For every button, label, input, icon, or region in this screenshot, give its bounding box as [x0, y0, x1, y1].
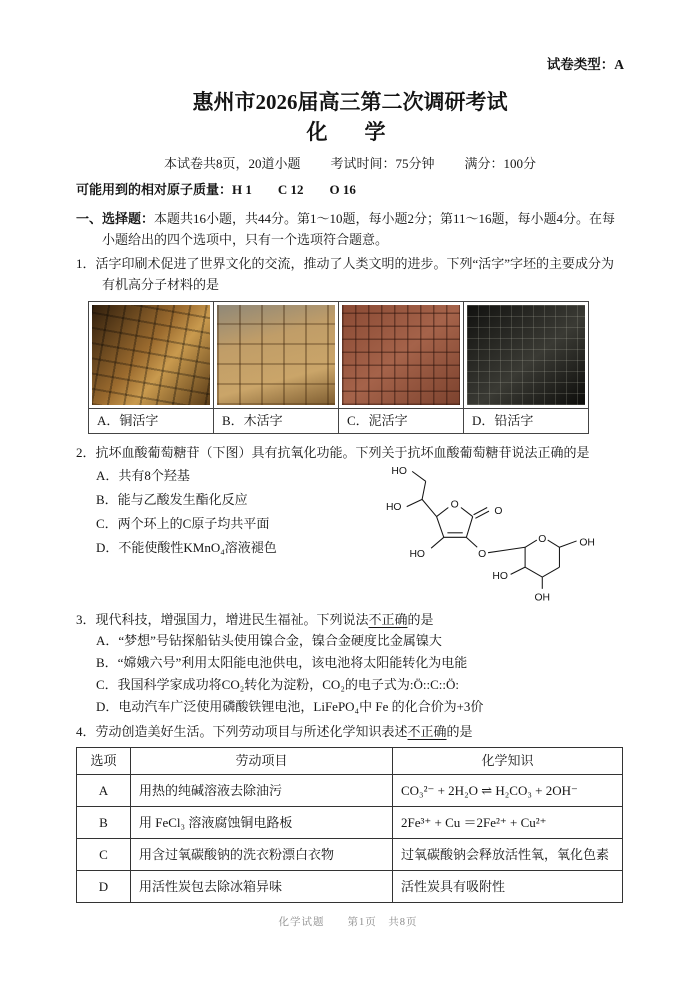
row-d-knowledge: 活性炭具有吸附性: [393, 871, 623, 903]
question-4-stem: [76, 721, 624, 742]
q3-stem-suffix: 的是: [407, 612, 434, 627]
q3-option-b: B．“嫦娥六号”利用太阳能电池供电，该电池将太阳能转化为电能: [96, 655, 468, 670]
structure-ring5-oxygen: O: [450, 499, 459, 511]
question-3-stem: [76, 609, 624, 630]
table-row-a: [77, 775, 623, 807]
subject-title: 化 学: [306, 120, 394, 144]
q3-stem-prefix: 3．现代科技，增强国力，增进民生福祉。下列说法: [76, 612, 369, 627]
image-cell-b: [214, 302, 339, 409]
q4-stem-underlined: 不正确: [407, 724, 447, 739]
question-1-stem: 1．活字印刷术促进了世界文化的交流，推动了人类文明的进步。下列“活字”字坯的主要成分为有机高分子材料的是: [76, 256, 615, 292]
row-a-knowledge: CO₃²⁻ + 2H₂O ⇌ H₂CO₃ + 2OH⁻: [393, 775, 623, 807]
exam-title: 惠州市2026届高三第二次调研考试: [192, 90, 508, 114]
q3-stem-underlined: 不正确: [368, 612, 408, 627]
lead-type-photo: [467, 305, 585, 405]
question-2-stem: 2．抗坏血酸葡萄糖苷（下图）具有抗氧化功能。下列关于抗坏血酸葡萄糖苷说法正确的是: [76, 445, 590, 460]
q1-option-a-label: A．铜活字: [89, 409, 214, 434]
q4-stem-suffix: 的是: [446, 724, 473, 739]
q3-option-c: C．我国科学家成功将CO₂转化为淀粉，CO₂的电子式为:Ö::C::Ö:: [96, 677, 459, 692]
atomic-mass-line: [76, 180, 624, 200]
row-b-option: B: [77, 807, 131, 839]
info-score: 满分：100分: [464, 156, 537, 171]
row-b-project: 用 FeCl₃ 溶液腐蚀铜电路板: [131, 807, 393, 839]
structure-ho-chain-top: HO: [391, 466, 407, 478]
info-time: 考试时间：75分钟: [330, 156, 435, 171]
question-4-knowledge-table: [76, 747, 623, 903]
header-project: 劳动项目: [131, 748, 393, 775]
row-d-project: 用活性炭包去除冰箱异味: [131, 871, 393, 903]
structure-glycosidic-oxygen: O: [478, 549, 487, 561]
label-row: [89, 409, 589, 434]
question-2-options: [76, 464, 372, 560]
paper-type-label: 试卷类型：A: [546, 57, 624, 72]
clay-type-photo: [342, 305, 460, 405]
structure-ring6-oxygen: O: [538, 533, 547, 545]
section-one-text: 本题共16小题，共44分。第1～10题，每小题2分；第11～16题，每小题4分。在每小题给出的四个选项中，只有一个选项符合题意。: [102, 211, 616, 247]
info-pages: 本试卷共8页，20道小题: [163, 156, 301, 171]
q1-option-b-label: B．木活字: [214, 409, 339, 434]
structure-carbonyl-oxygen: O: [494, 505, 503, 517]
row-c-knowledge: 过氧碳酸钠会释放活性氧，氧化色素: [393, 839, 623, 871]
q1-option-d-label: D．铅活字: [464, 409, 589, 434]
structure-ho-enediol: HO: [409, 549, 426, 561]
atomic-mass-values: H 1 C 12 O 16: [232, 182, 356, 197]
q4-stem-prefix: 4．劳动创造美好生活。下列劳动项目与所述化学知识表述: [76, 724, 408, 739]
q3-option-d: D．电动汽车广泛使用磷酸铁锂电池，LiFePO₄中 Fe 的化合价为+3价: [96, 699, 484, 714]
exam-info-line: [76, 154, 624, 174]
q3-option-a: A．“梦想”号钻探船钻头使用镍合金，镍合金硬度比金属镍大: [96, 633, 442, 648]
image-cell-a: [89, 302, 214, 409]
structure-ho-left: HO: [492, 570, 508, 582]
table-row-c: [77, 839, 623, 871]
atomic-mass-label: 可能用到的相对原子质量：: [76, 182, 233, 197]
structure-oh-bottom: OH: [534, 592, 551, 604]
q2-option-b: B．能与乙酸发生酯化反应: [96, 492, 248, 507]
image-row: [89, 302, 589, 409]
structure-oh-right: OH: [579, 537, 595, 549]
copper-type-photo: [92, 305, 210, 405]
row-a-project: 用热的纯碱溶液去除油污: [131, 775, 393, 807]
image-cell-c: [339, 302, 464, 409]
table-row-b: [77, 807, 623, 839]
row-b-knowledge: 2Fe³⁺ + Cu ＝2Fe²⁺ + Cu²⁺: [393, 807, 623, 839]
structure-ho-chain-side: HO: [385, 502, 402, 514]
row-d-option: D: [77, 871, 131, 903]
q1-option-c-label: C．泥活字: [339, 409, 464, 434]
image-cell-d: [464, 302, 589, 409]
section-one-heading: [76, 208, 624, 250]
question-1-image-table: [88, 301, 589, 434]
table-row-d: [77, 871, 623, 903]
q2-option-a: A．共有8个羟基: [96, 468, 190, 483]
row-c-project: 用含过氧碳酸钠的洗衣粉漂白衣物: [131, 839, 393, 871]
q2-option-d: D．不能使酸性KMnO₄溶液褪色: [96, 540, 277, 555]
ascorbyl-glucoside-structure-diagram: [372, 456, 624, 606]
section-one-label: 一、选择题：: [76, 211, 155, 226]
table-header-row: [77, 748, 623, 775]
row-c-option: C: [77, 839, 131, 871]
q2-option-c: C．两个环上的C原子均共平面: [96, 516, 270, 531]
header-knowledge: 化学知识: [393, 748, 623, 775]
question-2-body: [76, 464, 624, 606]
wood-type-photo: [217, 305, 335, 405]
row-a-option: A: [77, 775, 131, 807]
page-footer: 化学试题 第1页 共8页: [278, 917, 418, 928]
header-option: 选项: [77, 748, 131, 775]
